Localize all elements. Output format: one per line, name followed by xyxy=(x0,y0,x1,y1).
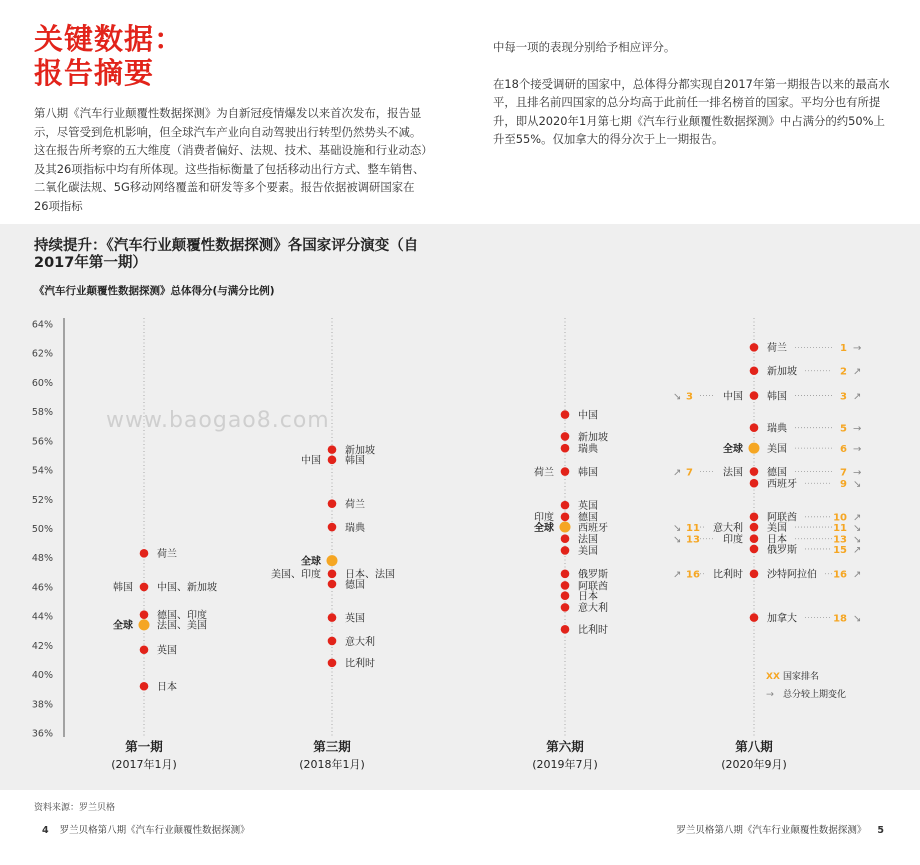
change-arrow: ↘ xyxy=(853,613,862,625)
change-arrow: ↘ xyxy=(673,522,682,534)
country-label: 加拿大 xyxy=(767,613,797,625)
country-label: 德国 xyxy=(767,467,787,479)
country-label: 美国、印度 xyxy=(271,569,321,581)
y-tick-label: 50% xyxy=(31,524,53,535)
legend-arrow-sample: → xyxy=(766,689,774,700)
rank-number: 1 xyxy=(840,343,847,355)
country-label: 法国、美国 xyxy=(157,620,207,632)
change-arrow: ↗ xyxy=(853,544,862,556)
global-label: 全球 xyxy=(301,556,321,568)
country-label: 日本 xyxy=(157,682,177,694)
country-label: 法国 xyxy=(578,534,598,546)
rank-number: 3 xyxy=(840,391,847,403)
country-label: 中国、新加坡 xyxy=(157,582,217,594)
period-date: (2017年1月) xyxy=(111,758,177,771)
y-tick-label: 54% xyxy=(31,465,53,477)
country-label: 美国 xyxy=(767,443,787,455)
change-arrow: ↘ xyxy=(673,391,682,403)
country-label: 瑞典 xyxy=(345,522,365,534)
y-tick-label: 40% xyxy=(31,670,53,682)
country-label: 俄罗斯 xyxy=(767,544,797,556)
country-label: 比利时 xyxy=(713,569,743,581)
rank-number: 13 xyxy=(686,534,700,546)
rank-number: 11 xyxy=(686,522,700,534)
country-label: 德国、印度 xyxy=(157,610,207,622)
period-name: 第三期 xyxy=(313,739,351,754)
country-label: 美国 xyxy=(767,522,787,534)
country-label: 意大利 xyxy=(713,522,743,534)
country-label: 英国 xyxy=(157,645,177,657)
period-date: (2020年9月) xyxy=(721,758,787,771)
change-arrow: → xyxy=(853,443,862,455)
rank-number: 15 xyxy=(833,544,847,556)
country-label: 新加坡 xyxy=(578,432,608,444)
period-date: (2018年1月) xyxy=(299,758,365,771)
page-title xyxy=(34,22,184,90)
y-tick-label: 64% xyxy=(31,319,53,331)
rank-number: 16 xyxy=(833,569,847,581)
country-label: 阿联酋 xyxy=(578,581,608,593)
country-label: 荷兰 xyxy=(767,343,787,355)
period-name: 第一期 xyxy=(125,739,163,754)
rank-number: 13 xyxy=(833,534,847,546)
change-arrow: ↘ xyxy=(853,479,862,491)
y-tick-label: 42% xyxy=(31,640,53,652)
legend-arrow-label: 总分较上期变化 xyxy=(783,690,847,700)
rank-number: 6 xyxy=(840,443,847,455)
rank-number: 2 xyxy=(840,366,847,378)
country-label: 俄罗斯 xyxy=(578,569,608,581)
country-label: 沙特阿拉伯 xyxy=(767,569,817,581)
intro-right-paragraph-1: 中每一项的表现分别给予相应评分。 xyxy=(493,40,676,54)
country-label: 荷兰 xyxy=(534,467,554,479)
country-label: 德国 xyxy=(578,512,598,524)
country-label: 意大利 xyxy=(578,603,608,615)
rank-number: 11 xyxy=(833,522,847,534)
global-label: 全球 xyxy=(113,620,133,632)
country-label: 德国 xyxy=(345,579,365,591)
rank-number: 7 xyxy=(686,467,693,479)
rank-number: 5 xyxy=(840,423,847,435)
country-label: 中国 xyxy=(723,391,743,403)
global-label: 全球 xyxy=(723,443,743,455)
page-number-right: 5 xyxy=(877,825,884,836)
page-number-left: 4 xyxy=(42,825,49,836)
y-tick-label: 46% xyxy=(31,582,53,594)
footer-right xyxy=(676,822,892,836)
country-label: 新加坡 xyxy=(345,445,375,457)
watermark: www.baogao8.com xyxy=(106,408,330,433)
country-label: 新加坡 xyxy=(767,366,797,378)
country-label: 日本、法国 xyxy=(345,569,395,581)
country-label: 西班牙 xyxy=(578,522,608,534)
country-label: 荷兰 xyxy=(345,499,365,511)
legend-rank-label: 国家排名 xyxy=(783,672,820,682)
change-arrow: ↘ xyxy=(673,534,682,546)
country-label: 英国 xyxy=(578,500,598,512)
country-label: 韩国 xyxy=(345,455,365,467)
period-name: 第八期 xyxy=(735,739,773,754)
change-arrow: ↘ xyxy=(853,522,862,534)
country-label: 瑞典 xyxy=(767,423,787,435)
change-arrow: → xyxy=(853,423,862,435)
country-label: 西班牙 xyxy=(767,479,797,491)
country-label: 美国 xyxy=(578,546,598,558)
footer-left-text: 罗兰贝格第八期《汽车行业颠覆性数据探测》 xyxy=(59,825,250,836)
intro-left-paragraph: 第八期《汽车行业颠覆性数据探测》为自新冠疫情爆发以来首次发布，报告显示，尽管受到危机影响，但全球汽车产业向自动驾驶出行转型仍然势头不减。这在报告所考察的五大维度（消费者偏好、法规、技术、基础设施和行业动态）及其26项指标中均有所体现。这些指标衡量了包括移动出行方式、整车销售、二氧化碳法规、5G移动网络覆盖和研发等多个要素。报告依据被调研国家在26项指标 xyxy=(34,106,427,213)
country-label: 英国 xyxy=(345,613,365,625)
country-label: 日本 xyxy=(767,534,787,546)
change-arrow: ↗ xyxy=(673,569,682,581)
country-label: 印度 xyxy=(534,512,554,524)
country-label: 意大利 xyxy=(345,636,375,648)
chart-title: 持续提升：《汽车行业颠覆性数据探测》各国家评分演变（自2017年第一期） xyxy=(34,238,419,271)
rank-number: 10 xyxy=(833,512,847,524)
title-line-2: 报告摘要 xyxy=(34,56,155,90)
change-arrow: ↗ xyxy=(673,467,682,479)
period-date: (2019年7月) xyxy=(532,758,598,771)
footer-left xyxy=(34,822,250,836)
y-tick-label: 48% xyxy=(31,553,53,565)
country-label: 韩国 xyxy=(113,582,133,594)
change-arrow: → xyxy=(853,343,862,355)
country-label: 法国 xyxy=(723,467,743,479)
legend-rank-sample: XX xyxy=(766,672,780,682)
change-arrow: ↗ xyxy=(853,512,862,524)
y-tick-label: 38% xyxy=(31,699,53,711)
change-arrow: ↗ xyxy=(853,391,862,403)
y-tick-label: 56% xyxy=(31,436,53,448)
country-label: 比利时 xyxy=(578,625,608,637)
country-label: 韩国 xyxy=(578,467,598,479)
y-tick-label: 52% xyxy=(31,494,53,506)
rank-number: 3 xyxy=(686,391,693,403)
country-label: 日本 xyxy=(578,591,598,603)
change-arrow: ↗ xyxy=(853,569,862,581)
country-label: 中国 xyxy=(578,410,598,422)
y-tick-label: 60% xyxy=(31,377,53,389)
change-arrow: ↘ xyxy=(853,534,862,546)
rank-number: 18 xyxy=(833,613,847,625)
source-note: 资料来源：罗兰贝格 xyxy=(34,803,116,813)
period-name: 第六期 xyxy=(546,739,584,754)
country-label: 中国 xyxy=(301,455,321,467)
change-arrow: ↗ xyxy=(853,366,862,378)
y-tick-label: 36% xyxy=(31,728,53,740)
global-label: 全球 xyxy=(534,522,554,534)
intro-right-paragraph-2: 在18个接受调研的国家中，总体得分都实现自2017年第一期报告以来的最高水平，且排名前四国家的总分均高于此前任一排名榜首的国家。平均分也有所提升，即从2020年1月第七期《汽车行业颠覆性数据探测》中占满分的约50%上升至55%。仅加拿大的得分次于上一期报告。 xyxy=(493,76,890,146)
rank-number: 9 xyxy=(840,479,847,491)
intro-right-column xyxy=(493,38,893,167)
country-label: 瑞典 xyxy=(578,443,598,455)
y-tick-label: 58% xyxy=(31,407,53,419)
footer-right-text: 罗兰贝格第八期《汽车行业颠覆性数据探测》 xyxy=(676,825,867,836)
title-line-1: 关键数据： xyxy=(34,22,185,56)
chart-panel xyxy=(0,224,920,790)
country-label: 阿联酋 xyxy=(767,512,797,524)
country-label: 印度 xyxy=(723,534,743,546)
change-arrow: → xyxy=(853,467,862,479)
rank-number: 16 xyxy=(686,569,700,581)
y-tick-label: 44% xyxy=(31,611,53,623)
country-label: 荷兰 xyxy=(157,549,177,561)
country-label: 比利时 xyxy=(345,658,375,670)
country-label: 韩国 xyxy=(767,391,787,403)
y-tick-label: 62% xyxy=(31,348,53,360)
rank-number: 7 xyxy=(840,467,847,479)
chart-subtitle: 《汽车行业颠覆性数据探测》总体得分(与满分比例) xyxy=(34,285,275,297)
